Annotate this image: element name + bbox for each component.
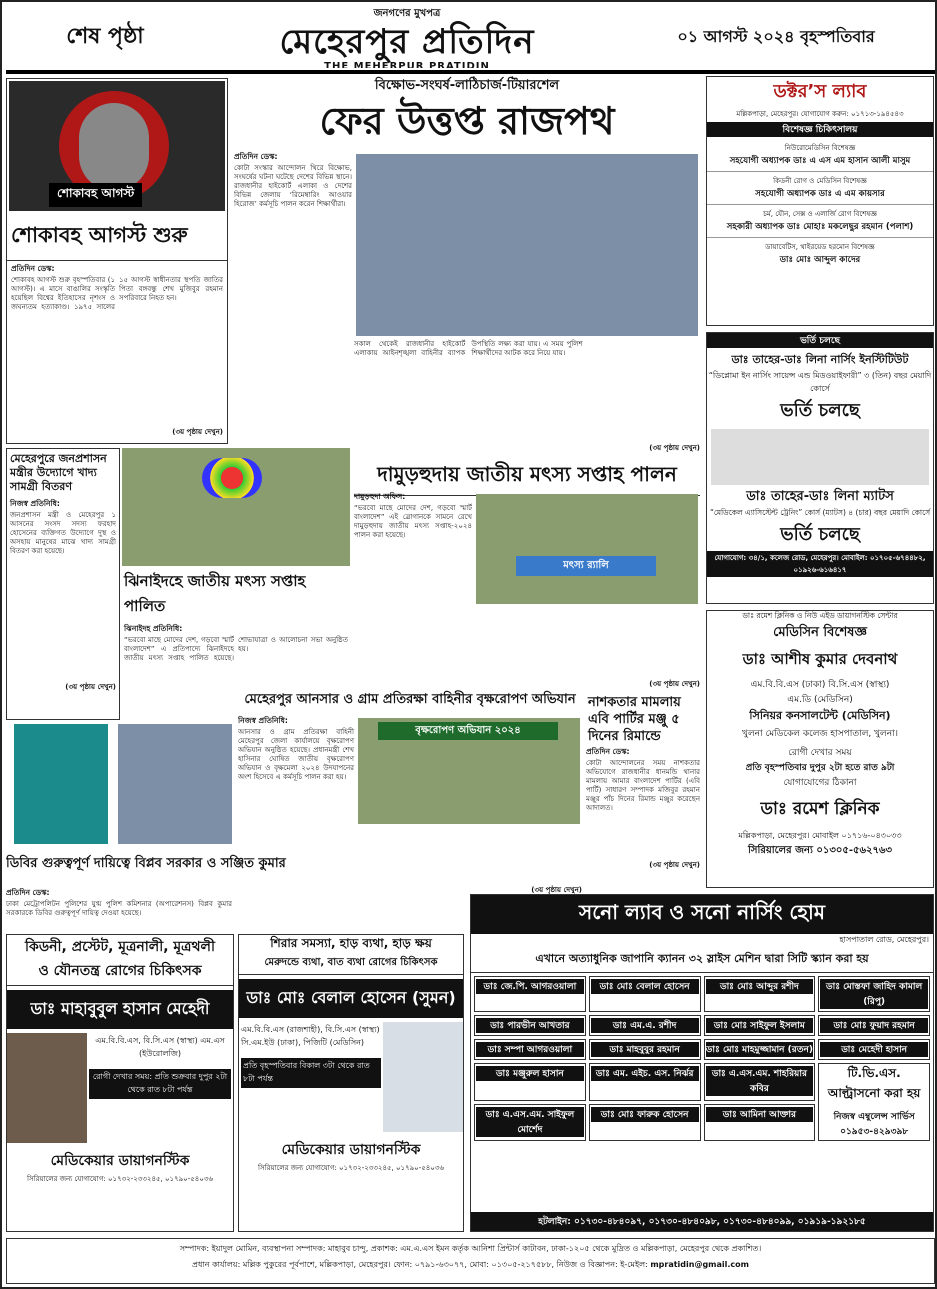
mehedi-name: ডাঃ মাহাবুবুল হাসান মেহেদী — [7, 990, 233, 1029]
jhenaidah-byline: ঝিনাইদহ প্রতিনিধি: — [124, 624, 183, 633]
lead-continued: (৩য় পৃষ্ঠায় দেখুন) — [649, 444, 700, 452]
sono-title: সনো ল্যাব ও সনো নার্সিং হোম — [471, 895, 933, 934]
ramesh-doctor-name: ডাঃ আশীষ কুমার দেবনাথ — [742, 650, 898, 668]
police-body-wrap — [6, 888, 232, 930]
food-headline: মেহেরপুরে জনপ্রশাসন মন্ত্রীর উদ্যোগে খাদ্য সামগ্রী বিতরণ — [10, 452, 107, 493]
police-body: ঢাকা মেট্রোপলিটন পুলিশের যুগ্ম পুলিশ কমিশনার (অপারেশনস) বিপ্লব কুমার সরকারকে ডিবির গুরুত্বপূর্ণ দায়িত্ব দেওয়া হয়েছে। — [6, 900, 232, 917]
sono-doctor-card — [589, 1039, 701, 1060]
ramesh-time-label: রোগী দেখার সময় — [788, 748, 852, 758]
sono-hotline: হটলাইন: ০১৭৩০-৪৮৪০৯৭, ০১৭৩০-৪৮৪০৯৮, ০১৭৩০-৪৮৪০৯৯, ০১৯১৯-১৯২১৮৫ — [471, 1212, 933, 1231]
nursing-top-bar: ভর্তি চলছে — [707, 333, 933, 348]
ansar-headline: মেহেরপুর আনসার ও গ্রাম প্রতিরক্ষা বাহিনীর বৃক্ষরোপণ অভিযান — [244, 692, 576, 707]
mourning-photo — [9, 81, 225, 211]
ansar-byline: নিজস্ব প্রতিনিধি: — [238, 716, 288, 725]
lead-headline: ফের উত্তপ্ত রাজপথ — [319, 98, 615, 143]
ramesh-deg2: এম.ডি (মেডিসিন) — [787, 695, 853, 705]
doctor-name: সহযোগী অধ্যাপক ডাঃ এ এস এম হাসান আলী মাসুম — [729, 156, 911, 166]
damurhuda-article — [354, 458, 700, 692]
mourning-headline: শোকাবহ আগস্ট শুরু — [7, 213, 227, 261]
mehedi-degrees: এম.বি.বি.এস, বি.সি.এস (স্বাস্থ্য) এম.এস (ইউরোলজি) — [95, 1036, 225, 1058]
sono-doctor-name: ডাঃ মোস্তফা জাহিদ কামাল (রিপু) — [820, 979, 928, 1009]
jhenaidah-headline: ঝিনাইদহে জাতীয় মৎস্য সপ্তাহ পালিত — [124, 572, 306, 615]
belal-serial: সিরিয়ালের জন্য যোগাযোগ: ০১৭৩২-২৩৩২৪৫, ০১৭৯০-৫৪০৩৬ — [257, 1164, 445, 1172]
sono-doctor-name: ডাঃ মঞ্জুরুল হাসান — [476, 1066, 584, 1081]
ansar-article — [238, 688, 582, 898]
tagline: জনগণের মুখপত্র — [373, 8, 441, 19]
doctors-lab-ad — [706, 76, 934, 326]
mehedi-head2: ও যৌনতন্ত্র রোগের চিকিৎসক — [7, 959, 233, 986]
sono-doctor-card — [474, 1104, 586, 1142]
mourning-continued: (৩য় পৃষ্ঠায় দেখুন) — [172, 428, 223, 436]
ramesh-deg3: সিনিয়র কনসালটেন্ট (মেডিসিন) — [749, 709, 891, 722]
mehedi-time: রোগী দেখার সময়: প্রতি শুক্রবার দুপুর ২টা থেকে রাত ৮টা পর্যন্ত — [89, 1069, 231, 1099]
sono-doctor-name: ডাঃ মোঃ ফুয়াদ রহমান — [820, 1018, 928, 1033]
sono-doctor-card — [818, 1015, 930, 1036]
sono-side3: ০১৯৫৩-৪২৯৩৯৮ — [840, 1127, 909, 1137]
lead-article — [234, 76, 700, 456]
ansar-continued: (৩য় পৃষ্ঠায় দেখুন) — [531, 886, 582, 894]
sono-doctor-card — [704, 1015, 816, 1036]
belal-head1: শিরার সমস্যা, হাড় ব্যথা, হাড় ক্ষয় — [270, 936, 432, 950]
sono-doctor-name: ডাঃ মাহবুবুর রহমান — [591, 1042, 699, 1057]
sono-doctor-name: ডাঃ আমিনা আক্তার — [706, 1107, 814, 1122]
sono-doctor-card — [474, 976, 586, 1012]
doctors-lab-brand: ডক্টর’স ল্যাব — [773, 81, 867, 102]
belal-ad — [238, 934, 464, 1232]
sono-lab-ad — [470, 894, 934, 1232]
lead-byline: প্রতিদিন ডেস্ক: — [234, 152, 278, 161]
mats-admit: ভর্তি চলছে — [780, 524, 860, 545]
rally-banner: মৎস্য র‍্যালি — [516, 556, 656, 576]
naashkata-body: কোটা আন্দোলনের সময় নাশকতার অভিযোগে রাজধানীর ধানমন্ডি থানার মামলায় আমার বাংলাদেশ পার্টির (এবি পার্টি) সাধারণ সম্পাদক মজিবুর রহমান মঞ্জুর পাঁচ দিনের রিমান্ড মঞ্জুর করেছেন আদালত। — [586, 759, 700, 812]
nursing-contact: যোগাযোগ: ৩৪/১, কলেজ রোড, মেহেরপুর। মোবাইল: ০১৭০৫-৬৭৪৪৮২, ০১৯২৬-৬১৬৪১৭ — [707, 551, 933, 577]
sono-doctor-name: ডাঃ মোঃ ফারুক হোসেন — [591, 1107, 699, 1122]
issue-date: ০১ আগস্ট ২০২৪ বৃহস্পতিবার — [677, 26, 875, 46]
sono-doctor-name: ডাঃ সম্পা আগরওয়ালা — [476, 1042, 584, 1057]
sono-services — [818, 1063, 930, 1141]
ramesh-clinic-name: ডাঃ রমেশ ক্লিনিক — [760, 799, 880, 819]
mehedi-photo — [7, 1033, 87, 1143]
sono-doctor-grid — [471, 973, 933, 1144]
sono-doctor-name: ডাঃ পারভীন আখতার — [476, 1018, 584, 1033]
officer-photo-2 — [118, 724, 232, 844]
damurhuda-headline: দামুড়হুদায় জাতীয় মৎস্য সপ্তাহ পালন — [354, 458, 700, 496]
sono-doctor-name: ডাঃ মোঃ সাইফুল ইসলাম — [706, 1018, 814, 1033]
food-byline: নিজস্ব প্রতিনিধি: — [10, 499, 60, 508]
sono-side2: নিজস্ব এম্বুলেন্স সার্ভিস — [833, 1112, 915, 1122]
doctor-spec: ডায়াবেটিস, থাইরয়েড হরমোন বিশেষজ্ঞ — [765, 243, 875, 251]
sono-sub: হাসপাতাল রোড, মেহেরপুর। — [839, 935, 929, 944]
balloons-image — [202, 458, 262, 498]
ramesh-deg1: এম.বি.বি.এস (ঢাকা) বি.সি.এস (স্বাস্থ্য) — [750, 680, 890, 690]
ansar-body: আনসার ও গ্রাম প্রতিরক্ষা বাহিনী মেহেরপুর জেলা কার্যালয়ে বৃক্ষরোপণ অভিযান অনুষ্ঠিত হয়েছে। প্রধানমন্ত্রী শেখ হাসিনার ঘোষিত জাতীয় বৃক্ষরোপণ অভিযান ও বৃক্ষমেলা ২০২৪ উদযাপনের অংশ হিসেবে এ কর্মসূচি পালন করা হয়। — [238, 728, 354, 781]
doctors-lab-list — [707, 139, 933, 270]
belal-head2: মেরুদন্ডে ব্যথা, বাত ব্যথা রোগের চিকিৎসক — [239, 955, 463, 975]
sono-doctor-card — [704, 1039, 816, 1060]
sono-doctor-name: ডাঃ মোঃ আব্দুর রশীদ — [706, 979, 814, 994]
naashkata-headline: নাশকতার মামলায় এবি পার্টির মঞ্জু ৫ দিনের রিমান্ডে — [588, 695, 681, 744]
lead-body: কোটা সংস্কার আন্দোলন থিরে বিক্ষোভ, সংঘর্ষের ঘটনা ঘটেছে দেশের বিভিন্ন স্থানে। রাজধানীর হাইকোর্ট এলাকা ও দেশের বিভিন্ন জেলায় ‘রিমেম্বারিং আওয়ার হিরোজ’ কর্মসূচি পালন করেন শিক্ষার্থীরা। — [234, 164, 352, 208]
doctor-spec: চর্ম, যৌন, সেক্স ও এলার্জি রোগ বিশেষজ্ঞ — [763, 210, 877, 218]
protest-photo — [356, 154, 698, 336]
doctor-name: ডাঃ মোঃ আব্দুল কাদের — [779, 255, 861, 265]
header-rule — [6, 70, 935, 74]
footer-line2: প্রধান কার্যালয়: মল্লিক পুকুরের পূর্বপাশে, মল্লিকপাড়া, মেহেরপুর। ফোন: ০৭৯১-৬৩০৭৭, মোবা: ০১৩০৫-২১৭৫৮৮, নিউজ ও বিজ্ঞাপন: ই-মেইল: — [191, 1260, 648, 1269]
sono-doctor-card — [474, 1039, 586, 1060]
mourning-byline: প্রতিদিন ডেস্ক: — [11, 264, 55, 273]
tree-banner: বৃক্ষরোপণ অভিযান ২০২৪ — [378, 722, 558, 740]
sono-doctor-card — [474, 1015, 586, 1036]
mehedi-serial: সিরিয়ালের জন্য যোগাযোগ: ০১৭৩২-২৩৩২৪৫, ০১৭৯০-৫৪০৩৬ — [26, 1175, 214, 1183]
sono-doctor-card — [589, 1015, 701, 1036]
doctor-name: সহকারী অধ্যাপক ডাঃ মোহাঃ মকলেছুর রহমান (পলাশ) — [726, 222, 914, 232]
mourning-caption: শোকাবহ আগস্ট — [49, 183, 142, 207]
damurhuda-body: “ভরবো মাছে মোদের দেশ, গড়বো স্মার্ট বাংলাদেশ” এই স্লোগানকে সামনে রেখে দামুড়হুদায় জাতীয় মৎস্য সপ্তাহ-২০২৪ পালন করা হয়েছে। — [354, 504, 472, 539]
food-article — [6, 448, 120, 720]
mats-course: “মেডিকেল এ্যাসিস্টেন্ট ট্রেনিং” কোর্স (ম্যাটস) ৪ (চার) বছর মেয়াদি কোর্সে — [709, 508, 931, 517]
ramesh-contact-label: যোগাযোগের ঠিকানা — [783, 778, 857, 788]
police-byline: প্রতিদিন ডেস্ক: — [6, 888, 50, 897]
doctors-lab-address: মল্লিকপাড়া, মেহেরপুর। যোগাযোগ করুন: ০১৭১৩-১৯৪৫৪৩ — [736, 110, 904, 118]
sono-doctor-card — [474, 1063, 586, 1101]
sono-doctor-card — [704, 1063, 816, 1101]
sono-doctor-name: ডাঃ মোঃ মাহমুজ্জামান (রতন) — [706, 1042, 814, 1057]
masthead-english: THE MEHERPUR PRATIDIN — [324, 61, 490, 68]
masthead-title: মেহেরপুর প্রতিদিন — [279, 22, 535, 62]
mats-title: ডাঃ তাহের-ডাঃ লিনা ম্যাটস — [746, 489, 894, 504]
belal-time: প্রতি বৃহস্পতিবার বিকাল ৩টা থেকে রাত ৮টা পর্যন্ত — [241, 1058, 381, 1088]
ramesh-time: প্রতি বৃহস্পতিবার দুপুর ২টা হতে রাত ৯টা — [745, 763, 895, 773]
sono-doctor-name: ডাঃ এম. এইচ. এস. নির্ঝর — [591, 1066, 699, 1081]
damurhuda-continued: (৩য় পৃষ্ঠায় দেখুন) — [649, 680, 700, 688]
section-label: শেষ পৃষ্ঠা — [66, 23, 144, 49]
ramesh-address: মল্লিকপাড়া, মেহেরপুর। মোবাইল ০১৭১৬-০৪৩০৩৩ — [738, 831, 902, 840]
damurhuda-byline: দামুড়হুদা অফিস: — [354, 492, 406, 501]
sono-doctor-name: ডাঃ এ.এস.এম. শাহরিয়ার কবির — [706, 1066, 814, 1096]
masthead — [202, 6, 612, 68]
mehedi-head1: কিডনী, প্রস্টেট, মূত্রনালী, মূত্রথলী — [25, 939, 215, 955]
sono-doctor-card — [589, 976, 701, 1012]
sono-ct: এখানে অত্যাধুনিক জাপানি ক্যানন ৩২ স্লাইস মেশিন দ্বারা সিটি স্ক্যান করা হয় — [471, 947, 933, 973]
food-continued: (৩য় পৃষ্ঠায় দেখুন) — [65, 683, 116, 691]
doctor-name: সহযোগী অধ্যাপক ডাঃ এ এম কায়সার — [755, 189, 885, 199]
ramesh-spec: মেডিসিন বিশেষজ্ঞ — [773, 625, 867, 640]
naashkata-byline: প্রতিদিন ডেস্ক: — [586, 747, 630, 756]
sono-side1: টি.ভি.এস. আল্ট্রাসনো করা হয় — [827, 1066, 921, 1100]
lead-body-2: সকাল থেকেই রাজধানীর হাইকোর্ট এলাকায় আইনশৃঙ্খলা বাহিনীর ব্যাপক উপস্থিতি লক্ষ্য করা যায়। এ সময় পুলিশ শিক্ষার্থীদের আটক করে নিয়ে যায়। — [354, 340, 583, 357]
sono-doctor-name: ডাঃ এম.এ. রশীদ — [591, 1018, 699, 1033]
ramesh-top: ডাঃ রমেশ ক্লিনিক ও নিউ এইড ডায়াগনস্টিক সেন্টার — [742, 611, 898, 620]
belal-degrees: এম.বি.বি.এস (রাজশাহী), বি.সি.এস (স্বাস্থ্য) সি.এম.ইউ (ঢাকা), পিজিটি (মেডিসিন) — [241, 1025, 380, 1047]
rally-photo — [476, 494, 698, 604]
nursing-ad — [706, 332, 934, 604]
sono-doctor-name: ডাঃ জে.পি. আগরওয়ালা — [476, 979, 584, 994]
doctor-spec: কিডনী রোগ ও মেডিসিন বিশেষজ্ঞ — [773, 177, 867, 185]
sono-doctor-card — [704, 1104, 816, 1142]
footer-email[interactable]: mpratidin@gmail.com — [650, 1260, 750, 1269]
sono-doctor-name: ডাঃ মোঃ বেলাল হোসেন — [591, 979, 699, 994]
fish-week-photo — [122, 448, 350, 566]
lead-kicker: বিক্ষোভ-সংঘর্ষ-লাঠিচার্জ-টিয়ারশেল — [374, 78, 560, 93]
naashkata-article — [586, 692, 700, 892]
footer — [6, 1238, 935, 1284]
sono-doctor-name: ডাঃ এ.এস.এম. সাইফুল মোর্শেদ — [476, 1107, 584, 1137]
belal-name: ডাঃ মোঃ বেলাল হোসেন (সুমন) — [239, 979, 463, 1018]
portrait-image — [79, 103, 149, 191]
jhenaidah-body: “ভরবো মাছে মোদের দেশ, গড়বো স্মার্ট বাংলাদেশ” এ প্রতিপাদ্যে ঝিনাইদহে জাতীয় মৎস্য সপ্তাহ পালিত হয়েছে। শোভাযাত্রা ও আলোচনা সভা অনুষ্ঠিত হয়। — [124, 636, 348, 662]
ramesh-deg4: খুলনা মেডিকেল কলেজ হাসপাতাল, খুলনা। — [742, 729, 898, 739]
sono-doctor-card — [704, 976, 816, 1012]
mourning-article — [6, 78, 228, 444]
ramesh-clinic-ad — [706, 610, 934, 888]
food-body: জনপ্রশাসন মন্ত্রী ও মেহেরপুর ১ আসনের সংসদ সদস্য ফরহাদ হোসেনের ব্যক্তিগত উদ্যোগে দুস্থ ও অসহায় মানুষের মাঝে খাদ্য সামগ্রী বিতরণ করা হয়েছে। — [10, 511, 116, 555]
doctors-lab-title: বিশেষজ্ঞ চিকিৎসালয় — [707, 122, 933, 137]
sono-doctor-card — [818, 1039, 930, 1060]
belal-photo — [383, 1022, 463, 1132]
mehedi-center: মেডিকেয়ার ডায়াগনস্টিক — [50, 1153, 190, 1169]
ramesh-serial: সিরিয়ালের জন্য ০১৩০৫-৫৬২৭৬৩ — [748, 845, 892, 856]
naashkata-continued: (৩য় পৃষ্ঠায় দেখুন) — [649, 861, 700, 869]
nursing-title: ডাঃ তাহের-ডাঃ লিনা নার্সিং ইনস্টিটিউট — [731, 353, 909, 366]
doctor-spec: নিউরোমেডিসিন বিশেষজ্ঞ — [784, 144, 856, 152]
sono-doctor-card — [589, 1063, 701, 1101]
nursing-course: “ডিপ্লোমা ইন নার্সিং সায়েন্স এন্ড মিডওয়াইফারী” ৩ (তিন) বছর মেয়াদি কোর্সে — [708, 371, 932, 393]
officer-photo-1 — [14, 724, 108, 844]
sono-doctor-name: ডাঃ মেহেদী হাসান — [820, 1042, 928, 1057]
belal-center: মেডিকেয়ার ডায়াগনস্টিক — [281, 1142, 421, 1158]
nursing-admit: ভর্তি চলছে — [780, 400, 860, 421]
mehedi-ad — [6, 934, 234, 1232]
police-headline: ডিবির গুরুত্বপূর্ণ দায়িত্বে বিপ্লব সরকার ও সঞ্জিত কুমার — [6, 856, 286, 871]
footer-line1: সম্পাদক: ইয়াদুল মোমিন, ব্যবস্থাপনা সম্পাদক: মাহাবুব চান্দু, প্রকাশক: এম.এ.এস ইমন কর্তৃক আনিশা প্রিন্টার্স কাটাবন, ঢাকা-১২০৫ থেকে মুদ্রিত ও মল্লিকপাড়া, মেহেরপুর থেকে প্রকাশিত। — [179, 1244, 762, 1253]
sono-doctor-card — [589, 1104, 701, 1142]
nursing-group-photo — [711, 429, 929, 485]
tree-planting-photo — [358, 718, 580, 824]
sono-doctor-card — [818, 976, 930, 1012]
jhenaidah-article — [122, 448, 350, 720]
mourning-body: শোকাবহ আগস্ট শুরু বৃহস্পতিবার (১ আগস্ট)। এ মাসে বাঙালির সংস্কৃতি হয়েছিল বিশ্বের ইতিহাসের নৃশংস ও জঘন্যতম হত্যাকাণ্ড। ১৯৭৫ সালের ১৫ আগস্ট স্বাধীনতার স্থপতি জাতির পিতা বঙ্গবন্ধু শেখ মুজিবুর রহমান সপরিবারে নিহত হন। — [11, 276, 223, 311]
